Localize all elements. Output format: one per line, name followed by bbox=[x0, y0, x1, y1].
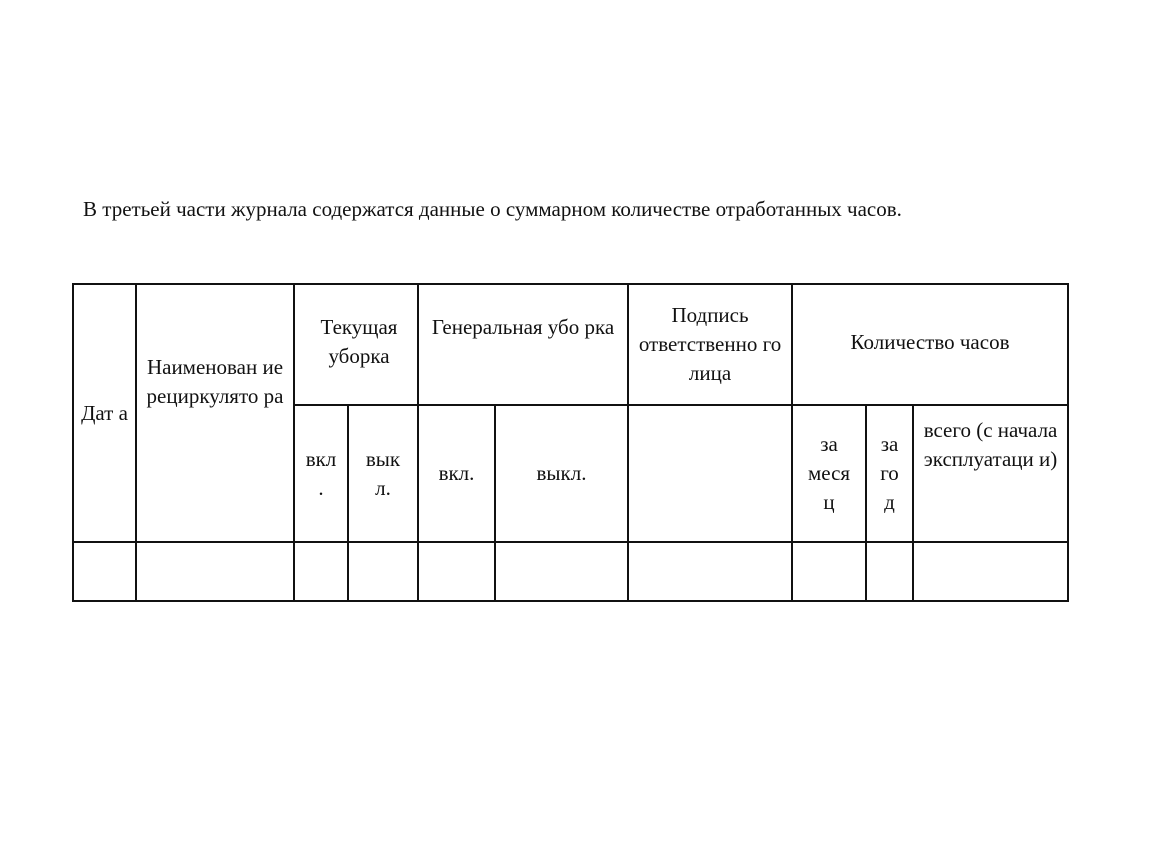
header-hours: Количество часов bbox=[792, 284, 1068, 405]
cell-current-off[interactable] bbox=[348, 542, 418, 601]
subheader-general-on: вкл. bbox=[418, 405, 495, 542]
cell-date[interactable] bbox=[73, 542, 136, 601]
subheader-signature-empty bbox=[628, 405, 792, 542]
header-current-cleaning: Текущая уборка bbox=[294, 284, 418, 405]
cell-recirculator-name[interactable] bbox=[136, 542, 294, 601]
subheader-current-on: вкл . bbox=[294, 405, 348, 542]
header-general-cleaning: Генеральная убо рка bbox=[418, 284, 628, 405]
subheader-general-off: выкл. bbox=[495, 405, 628, 542]
cell-general-on[interactable] bbox=[418, 542, 495, 601]
subheader-hours-year: за го д bbox=[866, 405, 913, 542]
table-row bbox=[73, 542, 1068, 601]
subheader-current-off: вык л. bbox=[348, 405, 418, 542]
header-recirculator-name: Наименован ие рециркулято ра bbox=[136, 284, 294, 542]
cell-hours-month[interactable] bbox=[792, 542, 866, 601]
header-date: Дат а bbox=[73, 284, 136, 542]
header-signature: Подпись ответственно го лица bbox=[628, 284, 792, 405]
cell-general-off[interactable] bbox=[495, 542, 628, 601]
intro-paragraph: В третьей части журнала содержатся данные о суммарном количестве отработанных часов. bbox=[83, 197, 902, 221]
cell-hours-total[interactable] bbox=[913, 542, 1068, 601]
cell-hours-year[interactable] bbox=[866, 542, 913, 601]
hours-journal-table bbox=[72, 283, 1069, 602]
subheader-hours-month: за меся ц bbox=[792, 405, 866, 542]
cell-signature[interactable] bbox=[628, 542, 792, 601]
subheader-hours-total: всего (с начала эксплуатаци и) bbox=[913, 405, 1068, 542]
cell-current-on[interactable] bbox=[294, 542, 348, 601]
